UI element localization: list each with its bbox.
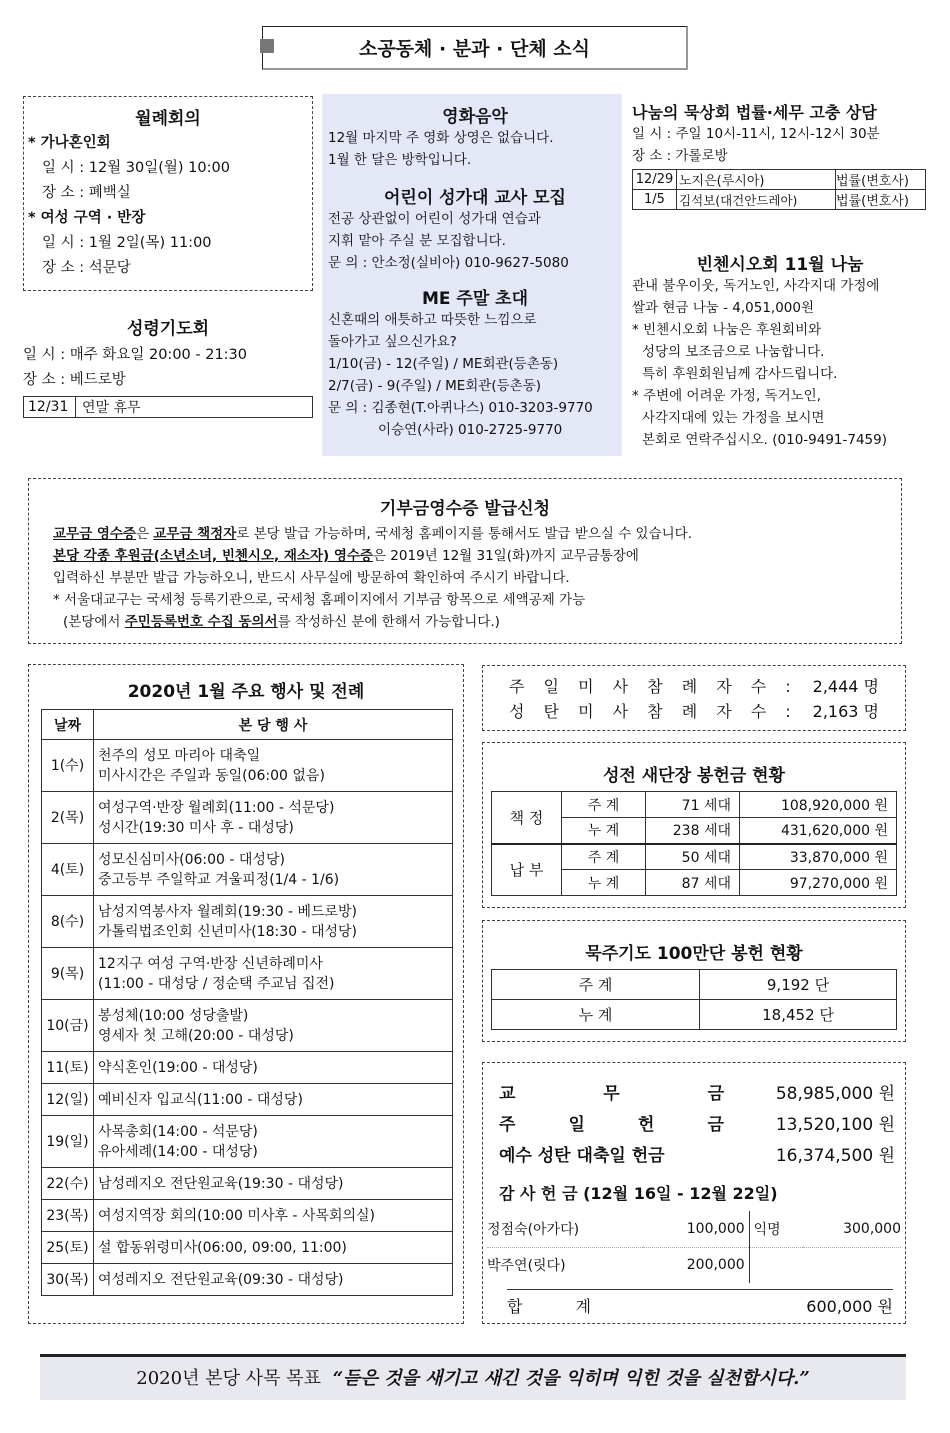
footer-lead: 2020년 본당 사목 목표 [136,1368,321,1389]
consult-line: 장 소 : 가롤로방 [632,148,728,164]
event-line: 봉성체(10:00 성당출발) [98,1007,249,1024]
choir-line: 전공 상관없이 어린이 성가대 연습과 [328,211,541,227]
event-line: 여성레지오 전단원교육(09:30 - 대성당) [98,1271,344,1288]
vincent-section [632,250,928,451]
attendance-value: 2,444 명 [812,677,879,696]
events-table [41,709,453,1296]
event-date: 23(목) [42,1200,94,1232]
receipt-line [53,523,901,545]
receipt-line: 입력하신 부분만 발급 가능하오니, 반드시 사무실에 방문하여 확인하여 주시기 바랍니다. [53,570,570,586]
consult-section [632,100,928,210]
table-cell: 주 계 [562,844,646,870]
event-date: 22(수) [42,1168,94,1200]
event-line: 성시간(19:30 미사 후 - 대성당) [98,819,294,836]
me-line: 돌아가고 싶으신가요? [328,334,457,350]
event-desc [94,1052,453,1084]
event-desc [94,1116,453,1168]
me-line: 이승연(사라) 010-2725-9770 [378,422,563,438]
table-cell: 박주연(릿다) [487,1258,566,1275]
event-date: 25(토) [42,1232,94,1264]
table-row [633,170,926,190]
table-cell: 200,000 [643,1247,749,1283]
table-cell: 33,870,000 원 [740,844,897,870]
table-cell: 익명 [749,1211,803,1247]
event-desc [94,948,453,1000]
movie-choir-me-box [322,94,622,456]
total-row [507,1289,893,1317]
event-date: 9(목) [42,948,94,1000]
event-line: 남성레지오 전단원교육(19:30 - 대성당) [98,1175,344,1192]
receipt-text: 은 [135,526,154,542]
rosary-heading: 묵주기도 100만단 봉헌 현황 [585,944,803,964]
table-row [633,190,926,210]
table-row [42,1232,453,1264]
event-date: 30(목) [42,1264,94,1296]
table-row [492,1000,897,1030]
finance-value: 13,520,100 원 [775,1115,895,1135]
receipt-line [53,611,901,633]
table-row [42,1116,453,1168]
table-row [487,1211,901,1247]
consult-heading: 나눔의 묵상회 법률·세무 고충 상담 [632,103,877,122]
event-date: 12(일) [42,1084,94,1116]
table-row [487,1247,901,1283]
table-cell: 1/5 [633,190,677,210]
finance-row [499,1110,895,1141]
me-line: 1/10(금) - 12(주일) / ME회관(등촌동) [328,356,559,372]
event-date: 4(토) [42,844,94,896]
monthly-line: 장 소 : 석문당 [42,260,131,276]
event-line: 유아세례(14:00 - 대성당) [98,1143,258,1160]
table-cell: 71 세대 [646,792,740,818]
rosary-table [491,969,897,1030]
choir-line: 지휘 맡아 주실 분 모집합니다. [328,233,506,249]
vincent-line: 특히 후원회원님께 감사드립니다. [642,366,838,382]
table-cell: 김석보(대건안드레아) [677,190,836,210]
event-desc [94,740,453,792]
table-row [42,948,453,1000]
table-cell: 연말 휴무 [76,397,313,418]
table-row [492,970,897,1000]
receipt-line: * 서울대교구는 국세청 등록기관으로, 국세청 홈페이지에서 기부금 항목으로 세액공제 가능 [53,592,586,608]
table-cell: 법률(변호사) [836,170,926,190]
vincent-line: * 빈첸시오회 나눔은 후원회비와 [632,322,822,338]
total-label: 합 계 [507,1297,615,1316]
footer-motto [40,1354,906,1400]
event-date: 2(목) [42,792,94,844]
table-cell: 주 계 [562,792,646,818]
me-line: 2/7(금) - 9(주일) / ME회관(등촌동) [328,378,542,394]
monthly-line: * 여성 구역 · 반장 [28,210,146,226]
vincent-line: * 주변에 어려운 가정, 독거노인, [632,388,821,404]
table-cell: 238 세대 [646,818,740,844]
table-cell: 누 계 [562,870,646,896]
event-desc [94,1264,453,1296]
monthly-heading: 월례회의 [135,109,201,129]
table-cell: 9,192 단 [700,970,897,1000]
events-box [28,664,464,1324]
table-row [42,1000,453,1052]
receipt-emphasis: 교무금 영수증 [53,526,136,542]
event-line: (11:00 - 대성당 / 정순택 주교님 집전) [98,975,335,992]
event-desc [94,896,453,948]
event-date: 11(토) [42,1052,94,1084]
table-row [42,740,453,792]
event-line: 영세자 첫 고해(20:00 - 대성당) [98,1027,294,1044]
table-cell: 87 세대 [646,870,740,896]
event-line: 약식혼인(19:00 - 대성당) [98,1059,258,1076]
event-desc [94,1000,453,1052]
title-square-icon [260,39,274,53]
spirit-prayer-section [23,314,313,418]
monthly-line: * 가나혼인회 [28,135,111,151]
table-cell [749,1247,803,1283]
events-body [42,740,453,1296]
table-row [42,1084,453,1116]
table-cell: 법률(변호사) [836,190,926,210]
movie-line: 12월 마지막 주 영화 상영은 없습니다. [328,130,554,146]
vincent-line: 본회로 연락주십시오. (010-9491-7459) [642,432,887,448]
event-date: 19(일) [42,1116,94,1168]
col-header-event: 본 당 행 사 [94,710,453,740]
table-row [42,896,453,948]
footer-quote: “듣은 것을 새기고 새긴 것을 익히며 익힌 것을 실천합시다.” [332,1368,810,1389]
table-cell: 책 정 [492,792,562,844]
page-title: 소공동체 · 분과 · 단체 소식 [262,26,688,70]
spirit-table [23,396,313,418]
table-row [24,397,313,418]
spirit-line: 일 시 : 매주 화요일 20:00 - 21:30 [23,347,248,363]
receipt-text: (본당에서 [63,614,125,630]
movie-heading: 영화음악 [442,107,508,127]
receipt-emphasis: 본당 각종 후원금(소년소녀, 빈첸시오, 재소자) 영수증 [53,548,373,564]
monthly-meeting-box [23,96,313,291]
table-cell: 108,920,000 원 [740,792,897,818]
table-cell: 431,620,000 원 [740,818,897,844]
table-row [42,1264,453,1296]
vincent-line: 쌀과 현금 나눔 - 4,051,000원 [632,300,815,316]
total-value: 600,000 원 [806,1297,893,1316]
attendance-value: 2,163 명 [812,702,879,721]
receipt-text: 은 2019년 12월 31일(화)까지 교무금통장에 [372,548,639,564]
vincent-line: 관내 불우이웃, 독거노인, 사각지대 가정에 [632,278,880,294]
table-cell: 12/29 [633,170,677,190]
table-cell: 12/31 [24,397,76,418]
event-desc [94,844,453,896]
choir-heading: 어린이 성가대 교사 모집 [384,188,566,208]
receipt-text: 로 본당 발급 가능하며, 국세청 홈페이지를 통해서도 발급 받으실 수 있습니다. [236,526,693,542]
finance-value: 58,985,000 원 [775,1084,895,1104]
event-date: 8(수) [42,896,94,948]
receipt-emphasis: 주민등록번호 수집 동의서 [124,614,278,630]
table-cell: 100,000 [643,1211,749,1247]
monthly-line: 일 시 : 1월 2일(목) 11:00 [42,235,212,251]
receipt-line [53,545,901,567]
finance-value: 16,374,500 원 [775,1146,895,1166]
attendance-box [482,665,906,731]
event-date: 10(금) [42,1000,94,1052]
table-cell: 누 계 [562,818,646,844]
event-line: 미사시간은 주일과 동일(06:00 없음) [98,767,325,784]
table-cell: 노지은(루시아) [677,170,836,190]
attendance-label: 성 탄 미 사 참 례 자 수 : [509,702,798,721]
finance-label: 교 무 금 [499,1084,724,1104]
event-date: 1(수) [42,740,94,792]
event-line: 여성지역장 회의(10:00 미사후 - 사목회의실) [98,1207,375,1224]
donation-receipt-box [28,478,902,644]
table-cell: 50 세대 [646,844,740,870]
finance-row [499,1141,895,1172]
events-heading: 2020년 1월 주요 행사 및 전례 [127,682,365,702]
event-line: 가톨릭법조인회 신년미사(18:30 - 대성당) [98,923,358,940]
spirit-line: 장 소 : 베드로방 [23,372,126,388]
col-header-date: 날짜 [42,710,94,740]
table-row [42,1052,453,1084]
finance-label: 주 일 헌 금 [499,1115,724,1135]
receipt-heading: 기부금영수증 발급신청 [379,499,551,519]
event-desc [94,1232,453,1264]
consult-table [632,169,926,210]
monthly-line: 일 시 : 12월 30일(월) 10:00 [42,160,230,176]
me-heading: ME 주말 초대 [421,289,529,309]
finance-box [482,1062,906,1324]
event-line: 여성구역·반장 월례회(11:00 - 석문당) [98,799,335,816]
table-header-row [42,710,453,740]
event-line: 사목총회(14:00 - 석문당) [98,1123,258,1140]
table-cell: 납 부 [492,844,562,896]
receipt-text: 를 작성하신 분에 한해서 가능합니다.) [277,614,500,630]
altar-table [491,791,897,896]
finance-label: 예수 성탄 대축일 헌금 [499,1146,665,1166]
event-desc [94,792,453,844]
table-cell: 97,270,000 원 [740,870,897,896]
attendance-label: 주 일 미 사 참 례 자 수 : [509,677,798,696]
spirit-heading: 성령기도회 [126,319,210,339]
event-line: 남성지역봉사자 월례회(19:30 - 베드로방) [98,903,358,920]
me-line: 신혼때의 애틋하고 따뜻한 느낌으로 [328,312,537,328]
table-row [492,844,897,870]
thanks-table [487,1211,901,1283]
altar-box [482,742,906,908]
event-line: 설 합동위령미사(06:00, 09:00, 11:00) [98,1239,347,1256]
table-row [42,1168,453,1200]
monthly-line: 장 소 : 폐백실 [42,185,131,201]
table-row [492,792,897,818]
table-cell: 300,000 [803,1211,901,1247]
vincent-line: 성당의 보조금으로 나눔합니다. [642,344,825,360]
attendance-row [509,674,879,699]
vincent-heading: 빈첸시오회 11월 나눔 [696,255,864,275]
event-line: 예비신자 입교식(11:00 - 대성당) [98,1091,303,1108]
event-line: 중고등부 주일학교 겨울피정(1/4 - 1/6) [98,871,340,888]
event-desc [94,1200,453,1232]
table-cell [803,1247,901,1283]
table-row [42,844,453,896]
table-cell: 누 계 [492,1000,700,1030]
consult-line: 일 시 : 주일 10시-11시, 12시-12시 30분 [632,126,880,142]
movie-line: 1월 한 달은 방학입니다. [328,152,472,168]
event-line: 천주의 성모 마리아 대축일 [98,747,261,764]
event-desc [94,1084,453,1116]
choir-line: 문 의 : 안소정(실비아) 010-9627-5080 [328,255,569,271]
rosary-box [482,920,906,1042]
receipt-emphasis: 교무금 책정자 [153,526,237,542]
table-row [42,792,453,844]
me-line: 문 의 : 김종현(T.아퀴나스) 010-3203-9770 [328,400,593,416]
vincent-line: 사각지대에 있는 가정을 보시면 [642,410,825,426]
finance-row [499,1079,895,1110]
attendance-row [509,699,879,724]
table-cell: 18,452 단 [700,1000,897,1030]
thanks-heading: 감 사 헌 금 (12월 16일 - 12월 22일) [499,1184,778,1203]
table-row [42,1200,453,1232]
table-cell: 정점숙(아가다) [487,1211,643,1247]
event-desc [94,1168,453,1200]
table-cell: 주 계 [492,970,700,1000]
event-line: 성모신심미사(06:00 - 대성당) [98,851,285,868]
altar-heading: 성전 새단장 봉헌금 현황 [603,766,785,786]
event-line: 12지구 여성 구역·반장 신년하례미사 [98,955,323,972]
